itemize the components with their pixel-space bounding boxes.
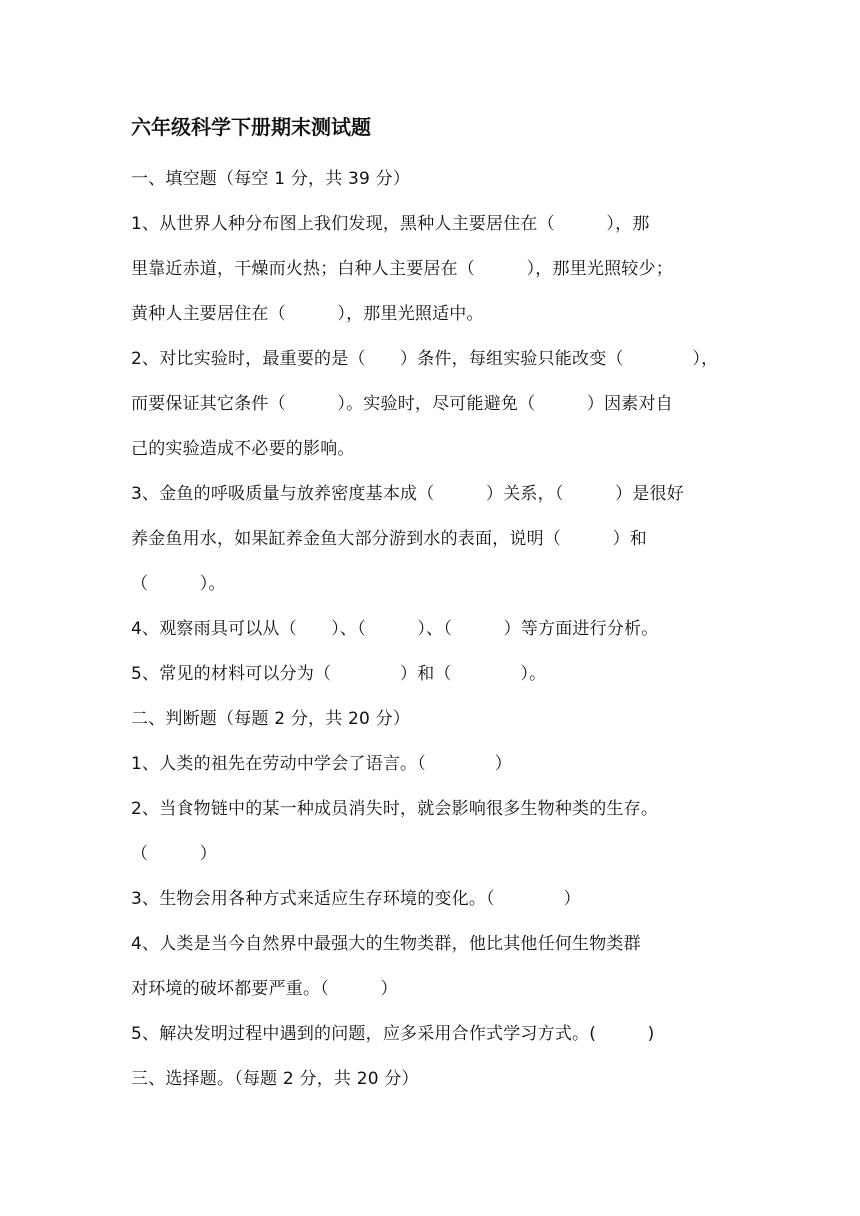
fill-question-5: 5、常见的材料可以分为（ ）和（ ）。 xyxy=(131,664,547,684)
judge-question-3: 3、生物会用各种方式来适应生存环境的变化。（ ） xyxy=(131,889,581,909)
judge-question-5: 5、解决发明过程中遇到的问题，应多采用合作式学习方式。( ) xyxy=(131,1024,655,1044)
fill-question-1-line-2: 里靠近赤道，干燥而火热；白种人主要居在（ ），那里光照较少； xyxy=(131,259,673,279)
fill-question-2-line-2: 而要保证其它条件（ ）。实验时，尽可能避免（ ）因素对自 xyxy=(131,394,673,414)
judge-question-2-line-1: 2、当食物链中的某一种成员消失时，就会影响很多生物种类的生存。 xyxy=(131,799,659,819)
fill-question-2-line-3: 己的实验造成不必要的影响。 xyxy=(131,439,355,459)
fill-question-1-line-1: 1、从世界人种分布图上我们发现，黑种人主要居住在（ ），那 xyxy=(131,214,650,234)
fill-question-1-line-3: 黄种人主要居住在（ ），那里光照适中。 xyxy=(131,304,484,324)
judge-question-4-line-1: 4、人类是当今自然界中最强大的生物类群，他比其他任何生物类群 xyxy=(131,934,641,954)
fill-question-4: 4、观察雨具可以从（ ）、（ ）、（ ）等方面进行分析。 xyxy=(131,619,659,639)
fill-question-3-line-2: 养金鱼用水，如果缸养金鱼大部分游到水的表面，说明（ ）和 xyxy=(131,529,647,549)
section-3-heading: 三、选择题。（每题 2 分，共 20 分） xyxy=(131,1069,419,1089)
page-title: 六年级科学下册期末测试题 xyxy=(131,115,371,139)
fill-question-3-line-3: （ ）。 xyxy=(131,574,226,594)
judge-question-4-line-2: 对环境的破坏都要严重。（ ） xyxy=(131,979,398,999)
fill-question-2-line-1: 2、对比实验时，最重要的是（ ）条件，每组实验只能改变（ ）， xyxy=(131,349,719,369)
section-1-heading: 一、填空题（每空 1 分，共 39 分） xyxy=(131,169,411,189)
judge-question-2-line-2: （ ） xyxy=(131,844,217,864)
judge-question-1: 1、人类的祖先在劳动中学会了语言。（ ） xyxy=(131,754,512,774)
fill-question-3-line-1: 3、金鱼的呼吸质量与放养密度基本成（ ）关系，（ ）是很好 xyxy=(131,484,684,504)
document-body xyxy=(131,112,731,1102)
section-2-heading: 二、判断题（每题 2 分，共 20 分） xyxy=(131,709,411,729)
